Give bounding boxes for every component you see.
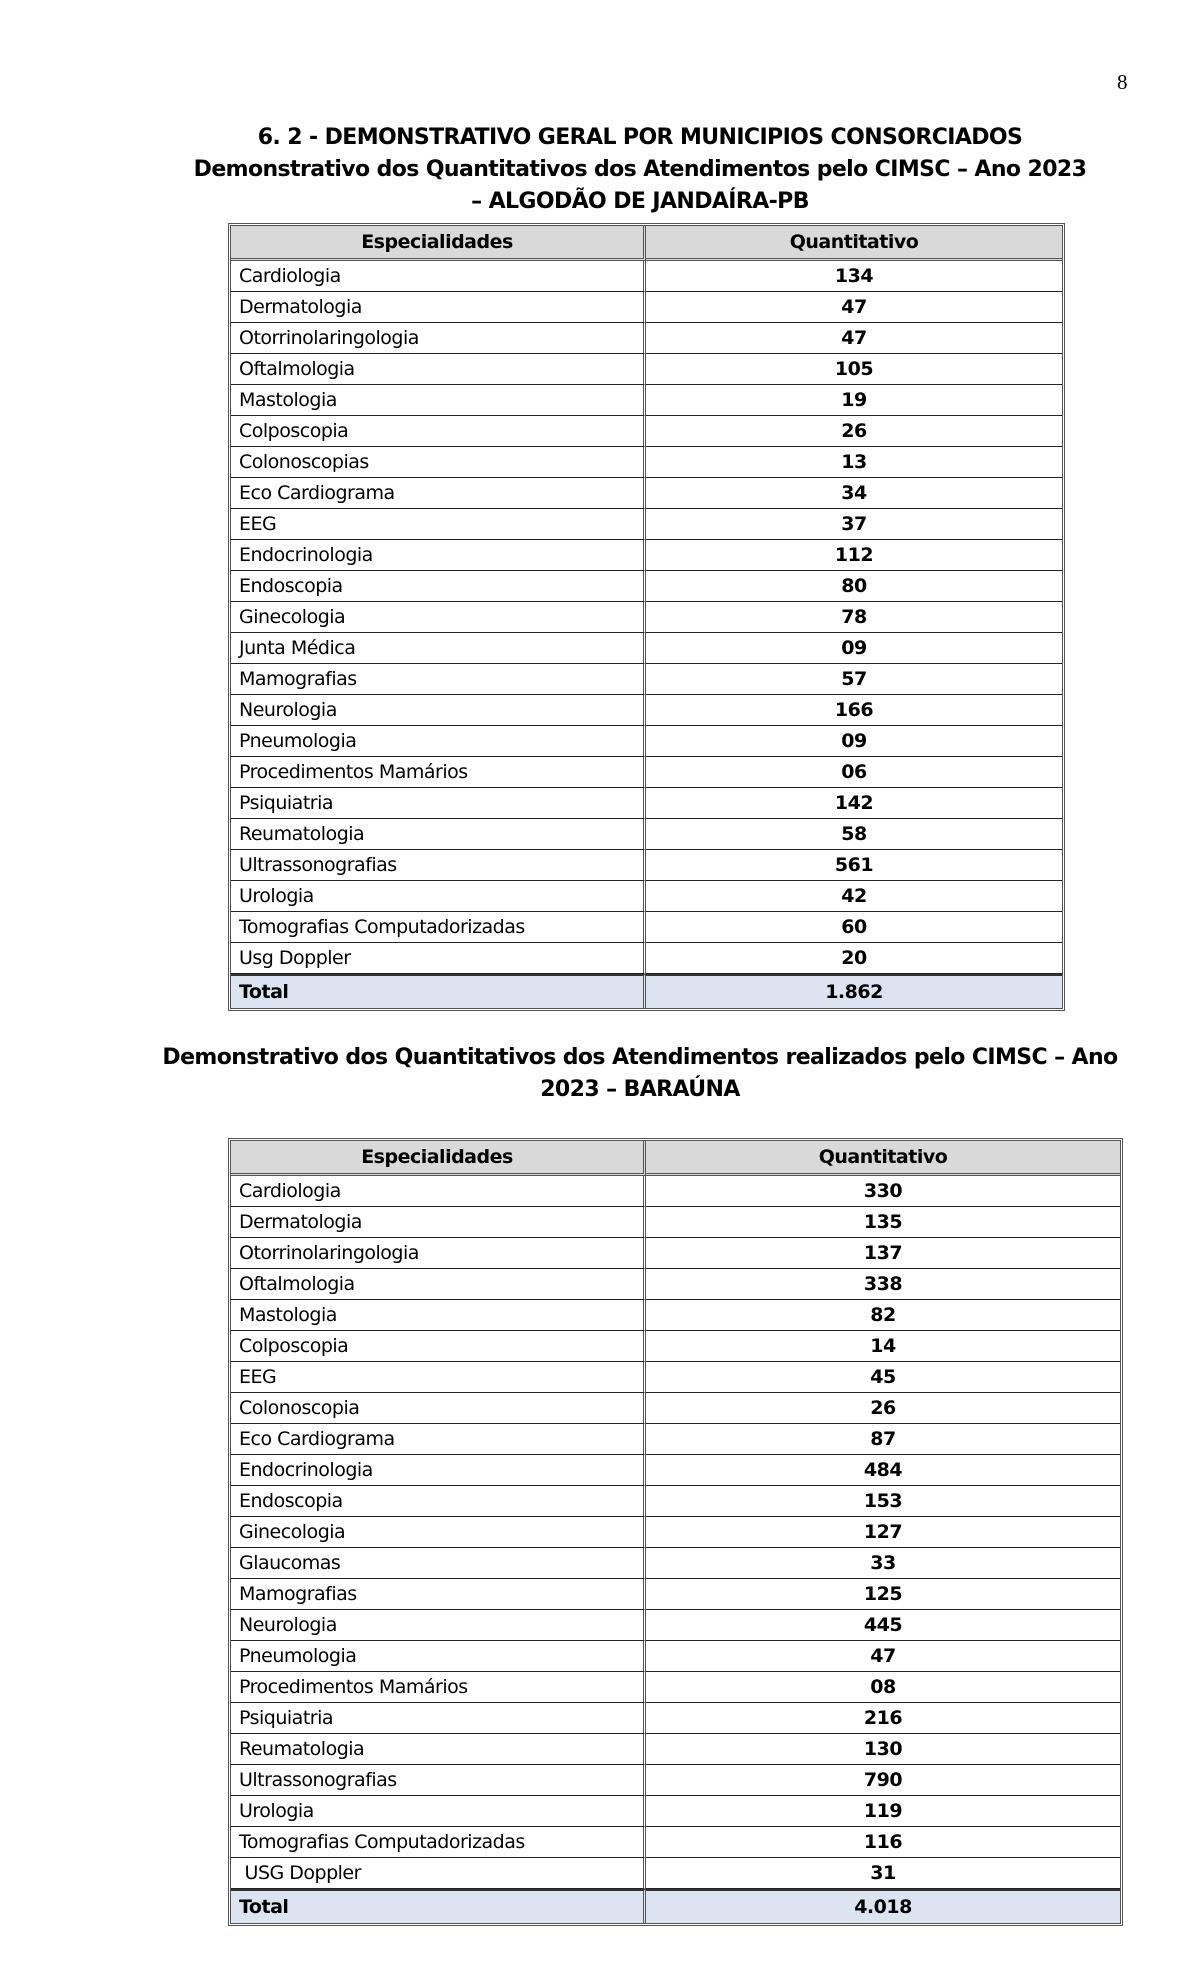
table-row: [231, 261, 1062, 292]
specialty-quantity: 26: [646, 1393, 1120, 1424]
specialty-quantity: 37: [646, 509, 1062, 540]
table-row: [231, 1176, 1120, 1207]
specialty-quantity: 34: [646, 478, 1062, 509]
specialty-name: EEG: [231, 1362, 646, 1393]
specialty-name: Procedimentos Mamários: [231, 1672, 646, 1703]
specialty-name: Mamografias: [231, 664, 646, 695]
table-row: [231, 1238, 1120, 1269]
specialty-quantity: 58: [646, 819, 1062, 850]
specialty-name: Tomografias Computadorizadas: [231, 912, 646, 943]
specialty-name: Eco Cardiograma: [231, 1424, 646, 1455]
table-row: [231, 1331, 1120, 1362]
specialty-name: Dermatologia: [231, 292, 646, 323]
table-barauna: [228, 1138, 1123, 1926]
specialty-quantity: 105: [646, 354, 1062, 385]
table-row: [231, 1579, 1120, 1610]
specialty-name: Endoscopia: [231, 1486, 646, 1517]
table-row: [231, 292, 1062, 323]
table-row: [231, 1610, 1120, 1641]
table1-title: Demonstrativo dos Quantitativos dos Atendimentos pelo CIMSC – Ano 2023: [193, 157, 1087, 182]
specialty-quantity: 125: [646, 1579, 1120, 1610]
table-row: [231, 943, 1062, 974]
specialty-name: Endocrinologia: [231, 1455, 646, 1486]
specialty-name: Ginecologia: [231, 602, 646, 633]
table-row: [231, 912, 1062, 943]
specialty-quantity: 47: [646, 323, 1062, 354]
specialty-quantity: 78: [646, 602, 1062, 633]
specialty-quantity: 82: [646, 1300, 1120, 1331]
specialty-name: Oftalmologia: [231, 354, 646, 385]
specialty-name: Ultrassonografias: [231, 850, 646, 881]
specialty-name: EEG: [231, 509, 646, 540]
table-row: [231, 881, 1062, 912]
table-row: [231, 1796, 1120, 1827]
specialty-quantity: 484: [646, 1455, 1120, 1486]
table-row: [231, 1486, 1120, 1517]
table-row: [231, 726, 1062, 757]
table-row: [231, 757, 1062, 788]
specialty-quantity: 87: [646, 1424, 1120, 1455]
table-header-row: [231, 226, 1062, 261]
table-row: [231, 1827, 1120, 1858]
table-row: [231, 1734, 1120, 1765]
specialty-name: Colonoscopia: [231, 1393, 646, 1424]
specialty-name: Ginecologia: [231, 1517, 646, 1548]
table-row: [231, 1672, 1120, 1703]
specialty-quantity: 116: [646, 1827, 1120, 1858]
specialty-name: Otorrinolaringologia: [231, 1238, 646, 1269]
table-row: [231, 1765, 1120, 1796]
table2-title: Demonstrativo dos Quantitativos dos Atendimentos realizados pelo CIMSC – Ano: [162, 1045, 1118, 1070]
specialty-quantity: 134: [646, 261, 1062, 292]
column-header-quantitativo: Quantitativo: [646, 226, 1062, 261]
table-row: [231, 1393, 1120, 1424]
specialty-quantity: 561: [646, 850, 1062, 881]
specialty-name: Cardiologia: [231, 1176, 646, 1207]
specialty-quantity: 42: [646, 881, 1062, 912]
specialty-quantity: 130: [646, 1734, 1120, 1765]
total-value: 4.018: [646, 1889, 1120, 1923]
specialty-quantity: 445: [646, 1610, 1120, 1641]
specialty-name: Tomografias Computadorizadas: [231, 1827, 646, 1858]
specialty-quantity: 57: [646, 664, 1062, 695]
specialty-name: Mastologia: [231, 1300, 646, 1331]
specialty-name: Reumatologia: [231, 1734, 646, 1765]
specialty-name: Junta Médica: [231, 633, 646, 664]
specialty-name: Neurologia: [231, 1610, 646, 1641]
table-row: [231, 850, 1062, 881]
table-row: [231, 571, 1062, 602]
specialty-name: Psiquiatria: [231, 788, 646, 819]
specialty-name: Dermatologia: [231, 1207, 646, 1238]
table-row: [231, 695, 1062, 726]
table-row: [231, 1517, 1120, 1548]
specialty-name: Glaucomas: [231, 1548, 646, 1579]
specialty-quantity: 19: [646, 385, 1062, 416]
table-row: [231, 1858, 1120, 1889]
page-number: 8: [1117, 70, 1128, 94]
specialty-name: Endoscopia: [231, 571, 646, 602]
table-row: [231, 1455, 1120, 1486]
table-row: [231, 1424, 1120, 1455]
table-row: [231, 788, 1062, 819]
table-row: [231, 354, 1062, 385]
specialty-name: Endocrinologia: [231, 540, 646, 571]
specialty-quantity: 09: [646, 726, 1062, 757]
table-row: [231, 664, 1062, 695]
specialty-quantity: 216: [646, 1703, 1120, 1734]
specialty-name: Colposcopia: [231, 1331, 646, 1362]
table-row: [231, 509, 1062, 540]
specialty-quantity: 142: [646, 788, 1062, 819]
total-label: Total: [231, 1889, 646, 1923]
specialty-quantity: 330: [646, 1176, 1120, 1207]
column-header-quantitativo: Quantitativo: [646, 1141, 1120, 1176]
table-row: [231, 540, 1062, 571]
specialty-quantity: 60: [646, 912, 1062, 943]
specialty-quantity: 153: [646, 1486, 1120, 1517]
specialty-name: Procedimentos Mamários: [231, 757, 646, 788]
specialty-quantity: 08: [646, 1672, 1120, 1703]
specialty-name: Colonoscopias: [231, 447, 646, 478]
specialty-name: Eco Cardiograma: [231, 478, 646, 509]
specialty-name: Neurologia: [231, 695, 646, 726]
section-title: 6. 2 - DEMONSTRATIVO GERAL POR MUNICIPIOS CONSORCIADOS: [257, 125, 1023, 150]
specialty-quantity: 790: [646, 1765, 1120, 1796]
table-row: [231, 1548, 1120, 1579]
table-row: [231, 819, 1062, 850]
specialty-quantity: 20: [646, 943, 1062, 974]
table-row: [231, 323, 1062, 354]
table-row: [231, 1269, 1120, 1300]
specialty-quantity: 31: [646, 1858, 1120, 1889]
specialty-name: Mastologia: [231, 385, 646, 416]
specialty-name: Mamografias: [231, 1579, 646, 1610]
specialty-name: Oftalmologia: [231, 1269, 646, 1300]
specialty-name: Psiquiatria: [231, 1703, 646, 1734]
column-header-especialidades: Especialidades: [231, 226, 646, 261]
table-row: [231, 447, 1062, 478]
table-header-row: [231, 1141, 1120, 1176]
specialty-quantity: 33: [646, 1548, 1120, 1579]
table-row: [231, 1207, 1120, 1238]
specialty-quantity: 13: [646, 447, 1062, 478]
specialty-quantity: 47: [646, 292, 1062, 323]
specialty-quantity: 166: [646, 695, 1062, 726]
table-row: [231, 633, 1062, 664]
specialty-name: Urologia: [231, 1796, 646, 1827]
specialty-quantity: 06: [646, 757, 1062, 788]
column-header-especialidades: Especialidades: [231, 1141, 646, 1176]
specialty-quantity: 26: [646, 416, 1062, 447]
specialty-quantity: 127: [646, 1517, 1120, 1548]
specialty-quantity: 338: [646, 1269, 1120, 1300]
specialty-quantity: 09: [646, 633, 1062, 664]
table1-subtitle: – ALGODÃO DE JANDAÍRA-PB: [471, 189, 809, 214]
specialty-quantity: 14: [646, 1331, 1120, 1362]
specialty-quantity: 119: [646, 1796, 1120, 1827]
table-row: [231, 416, 1062, 447]
table-algodao-de-jandaira: [228, 223, 1065, 1011]
specialty-name: Colposcopia: [231, 416, 646, 447]
total-value: 1.862: [646, 974, 1062, 1008]
specialty-quantity: 80: [646, 571, 1062, 602]
table-row: [231, 385, 1062, 416]
specialty-quantity: 45: [646, 1362, 1120, 1393]
table-row: [231, 478, 1062, 509]
specialty-quantity: 135: [646, 1207, 1120, 1238]
specialty-name: Reumatologia: [231, 819, 646, 850]
table-row: [231, 1641, 1120, 1672]
specialty-name: USG Doppler: [231, 1858, 646, 1889]
table-row: [231, 1703, 1120, 1734]
specialty-quantity: 137: [646, 1238, 1120, 1269]
specialty-quantity: 112: [646, 540, 1062, 571]
specialty-name: Pneumologia: [231, 726, 646, 757]
specialty-name: Cardiologia: [231, 261, 646, 292]
table-row: [231, 1362, 1120, 1393]
specialty-name: Usg Doppler: [231, 943, 646, 974]
specialty-quantity: 47: [646, 1641, 1120, 1672]
total-row: [231, 1889, 1120, 1923]
total-label: Total: [231, 974, 646, 1008]
table2-subtitle: 2023 – BARAÚNA: [540, 1077, 740, 1102]
table-row: [231, 1300, 1120, 1331]
specialty-name: Ultrassonografias: [231, 1765, 646, 1796]
specialty-name: Urologia: [231, 881, 646, 912]
specialty-name: Pneumologia: [231, 1641, 646, 1672]
total-row: [231, 974, 1062, 1008]
table-row: [231, 602, 1062, 633]
specialty-name: Otorrinolaringologia: [231, 323, 646, 354]
